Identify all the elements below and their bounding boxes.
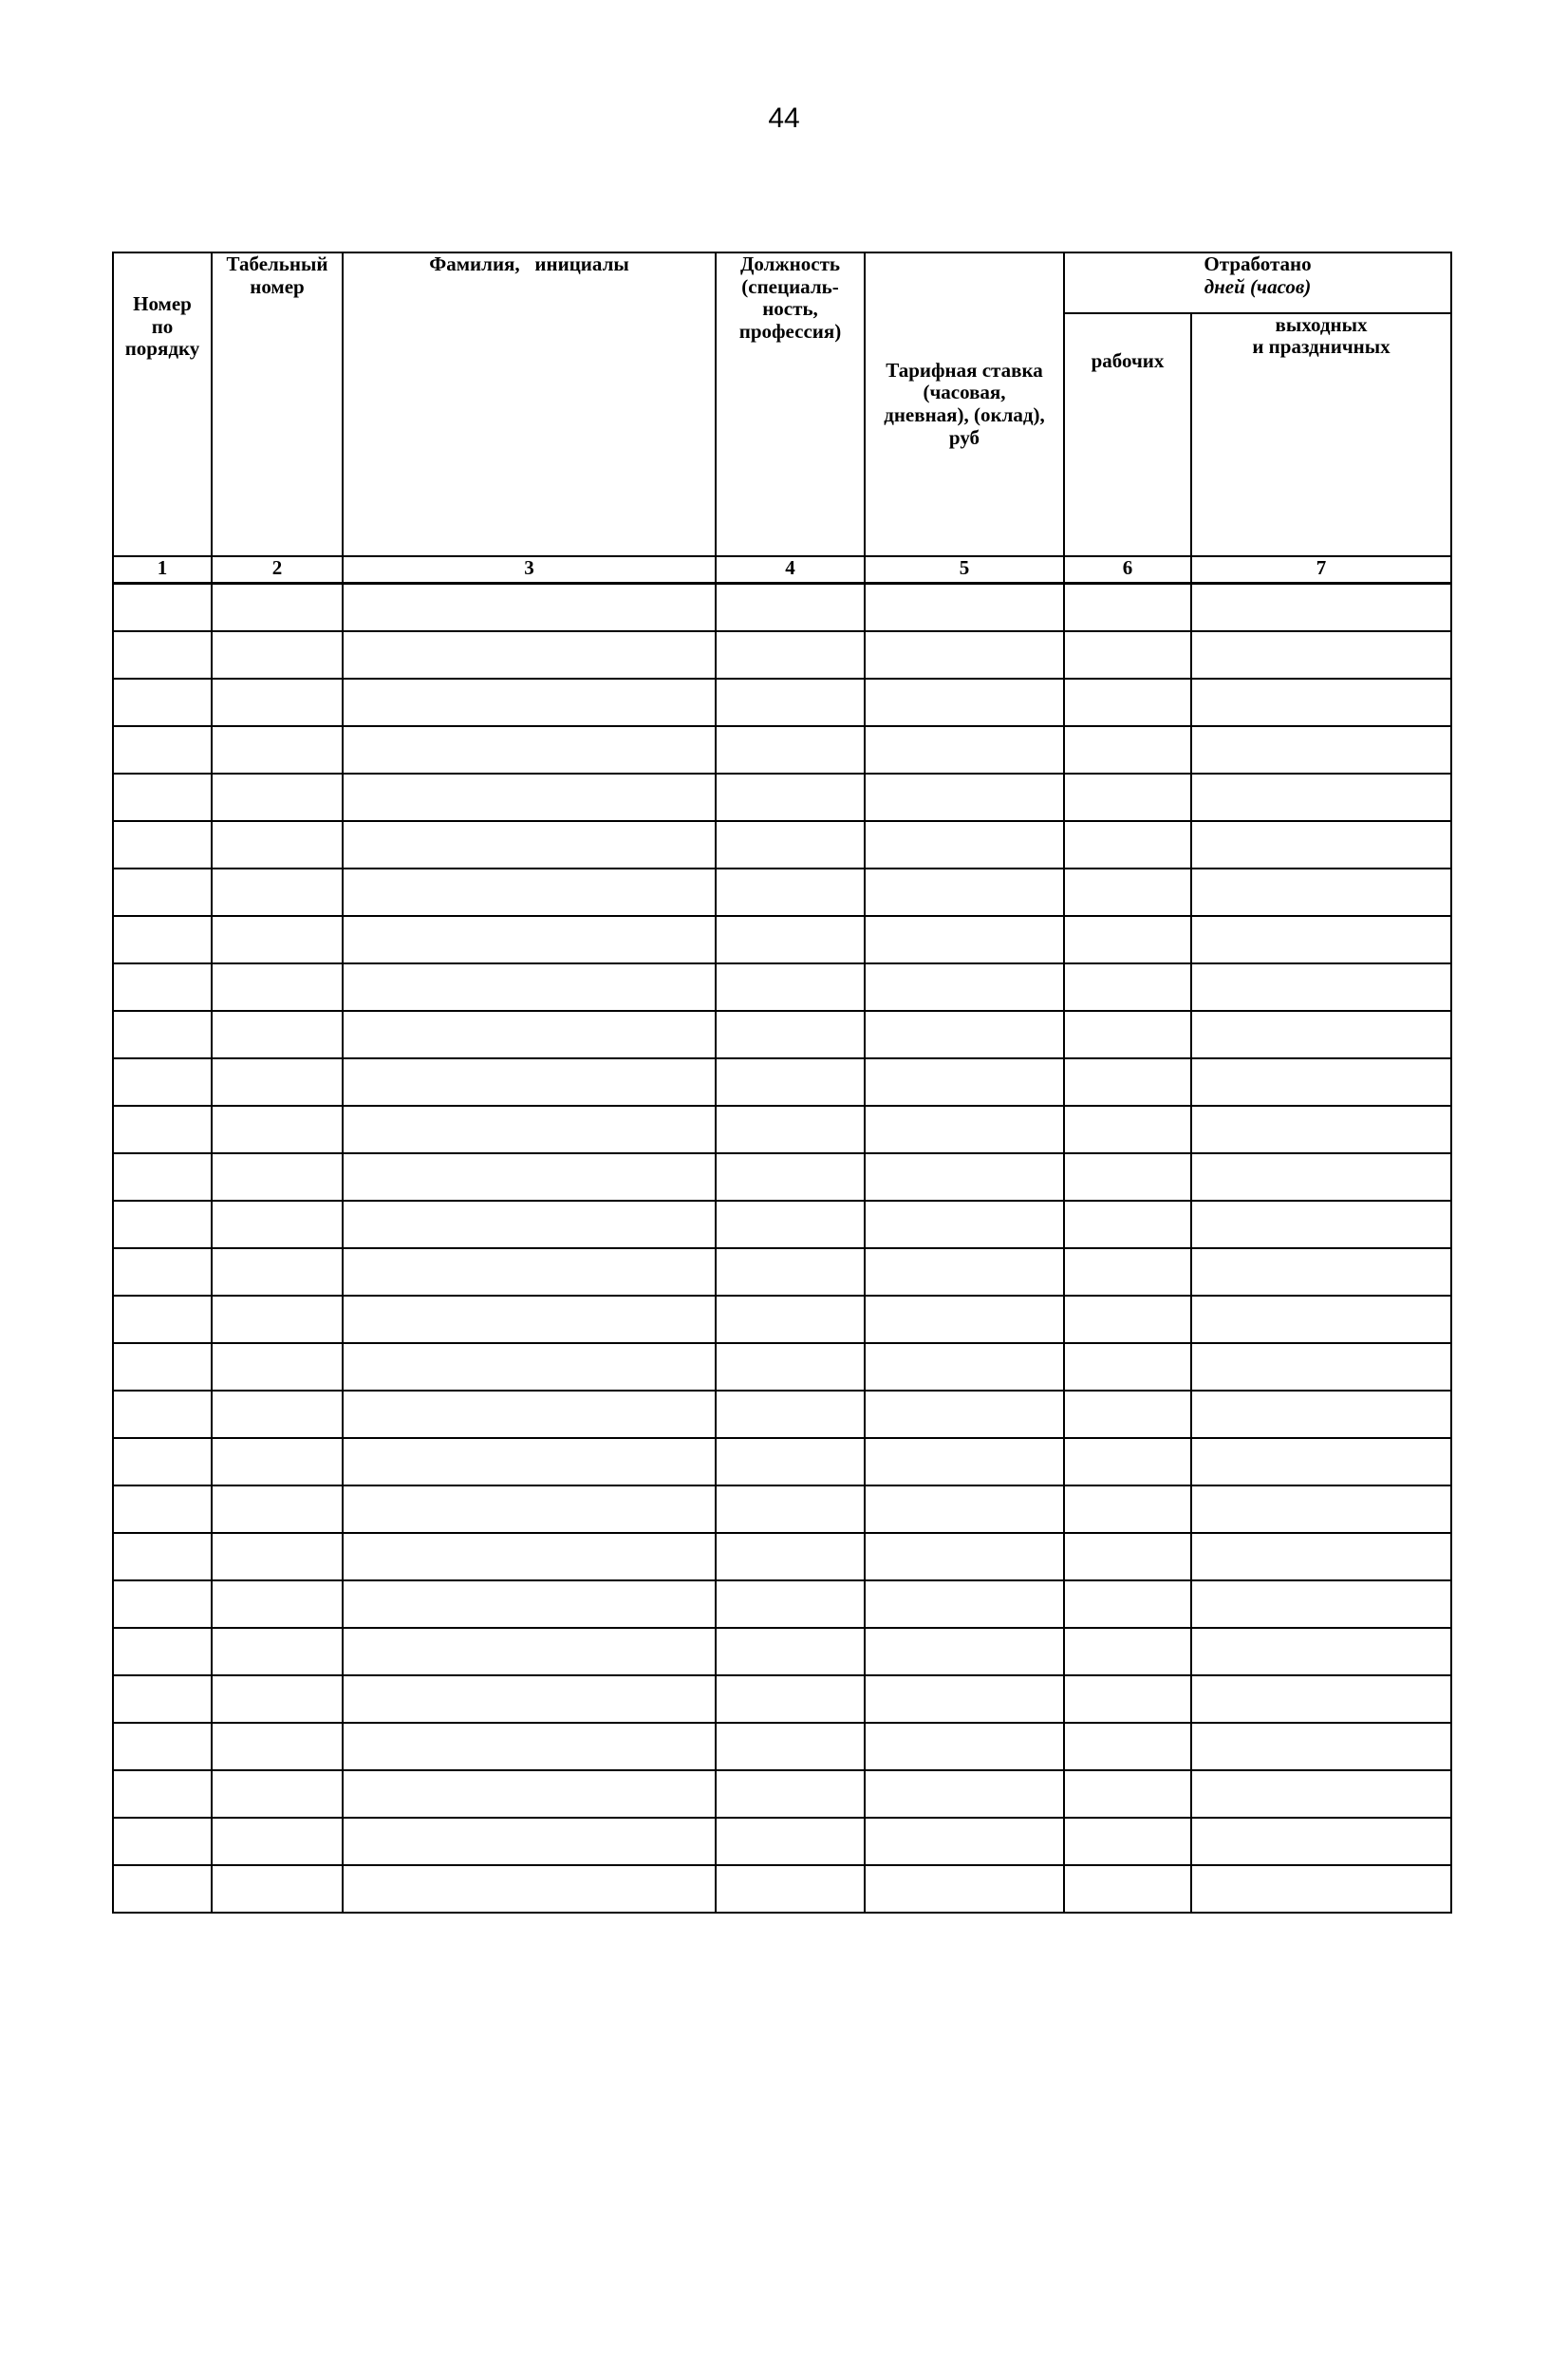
weekends-holidays-cell[interactable] xyxy=(1191,1201,1451,1248)
personnel-number-cell[interactable] xyxy=(212,1058,343,1106)
tariff-rate-cell[interactable] xyxy=(865,1391,1064,1438)
personnel-number-cell[interactable] xyxy=(212,1201,343,1248)
position-cell[interactable] xyxy=(716,1533,865,1580)
table-row xyxy=(113,1391,1451,1438)
weekends-holidays-cell[interactable] xyxy=(1191,1533,1451,1580)
position-cell[interactable] xyxy=(716,1153,865,1201)
position-cell[interactable] xyxy=(716,1248,865,1296)
row-number-cell[interactable] xyxy=(113,821,212,869)
name-cell[interactable] xyxy=(343,1153,716,1201)
tariff-rate-cell[interactable] xyxy=(865,1106,1064,1153)
row-number-cell[interactable] xyxy=(113,1628,212,1675)
personnel-number-cell[interactable] xyxy=(212,1723,343,1770)
table-row xyxy=(113,1675,1451,1723)
personnel-number-cell[interactable] xyxy=(212,1296,343,1343)
workdays-cell[interactable] xyxy=(1064,774,1191,821)
position-cell[interactable] xyxy=(716,1438,865,1485)
workdays-cell[interactable] xyxy=(1064,1628,1191,1675)
tariff-rate-cell[interactable] xyxy=(865,1201,1064,1248)
tariff-rate-cell[interactable] xyxy=(865,1818,1064,1865)
tariff-rate-cell[interactable] xyxy=(865,1580,1064,1628)
position-cell[interactable] xyxy=(716,1818,865,1865)
tariff-rate-cell[interactable] xyxy=(865,1770,1064,1818)
workdays-cell[interactable] xyxy=(1064,963,1191,1011)
row-number-cell[interactable] xyxy=(113,774,212,821)
personnel-number-cell[interactable] xyxy=(212,963,343,1011)
tariff-rate-cell[interactable] xyxy=(865,774,1064,821)
position-cell[interactable] xyxy=(716,916,865,963)
workdays-cell[interactable] xyxy=(1064,1723,1191,1770)
position-cell[interactable] xyxy=(716,1485,865,1533)
weekends-holidays-cell[interactable] xyxy=(1191,679,1451,726)
row-number-cell[interactable] xyxy=(113,1675,212,1723)
workdays-cell[interactable] xyxy=(1064,1533,1191,1580)
row-number-cell[interactable] xyxy=(113,1438,212,1485)
name-cell[interactable] xyxy=(343,774,716,821)
table-row xyxy=(113,1296,1451,1343)
row-number-cell[interactable] xyxy=(113,1580,212,1628)
personnel-number-cell[interactable] xyxy=(212,1533,343,1580)
name-cell[interactable] xyxy=(343,631,716,679)
name-cell[interactable] xyxy=(343,726,716,774)
workdays-cell[interactable] xyxy=(1064,1580,1191,1628)
worked-group-title: Отработано xyxy=(1204,252,1312,275)
table-row xyxy=(113,1343,1451,1391)
workdays-cell[interactable] xyxy=(1064,1865,1191,1913)
table-row xyxy=(113,584,1451,632)
workdays-cell[interactable] xyxy=(1064,1675,1191,1723)
position-cell[interactable] xyxy=(716,1770,865,1818)
position-cell[interactable] xyxy=(716,726,865,774)
tariff-rate-cell[interactable] xyxy=(865,869,1064,916)
personnel-number-cell[interactable] xyxy=(212,916,343,963)
row-number-cell[interactable] xyxy=(113,1391,212,1438)
name-cell[interactable] xyxy=(343,1438,716,1485)
workdays-cell[interactable] xyxy=(1064,1153,1191,1201)
tariff-rate-cell[interactable] xyxy=(865,1153,1064,1201)
personnel-number-cell[interactable] xyxy=(212,1106,343,1153)
header-position: Должность (специаль- ность, профессия) xyxy=(716,252,865,556)
row-number-cell[interactable] xyxy=(113,1106,212,1153)
page-number: 44 xyxy=(768,103,800,134)
weekends-holidays-cell[interactable] xyxy=(1191,1485,1451,1533)
header-tariff-rate: Тарифная ставка (часовая, дневная), (оклад), руб xyxy=(865,252,1064,556)
position-cell[interactable] xyxy=(716,1675,865,1723)
name-cell[interactable] xyxy=(343,1580,716,1628)
tariff-rate-cell[interactable] xyxy=(865,1343,1064,1391)
workdays-cell[interactable] xyxy=(1064,1106,1191,1153)
name-cell[interactable] xyxy=(343,1770,716,1818)
personnel-number-cell[interactable] xyxy=(212,1770,343,1818)
position-cell[interactable] xyxy=(716,1391,865,1438)
workdays-cell[interactable] xyxy=(1064,1770,1191,1818)
column-number: 4 xyxy=(716,556,865,584)
table-row xyxy=(113,1438,1451,1485)
position-cell[interactable] xyxy=(716,774,865,821)
name-cell[interactable] xyxy=(343,1296,716,1343)
name-cell[interactable] xyxy=(343,1485,716,1533)
position-cell[interactable] xyxy=(716,963,865,1011)
tariff-rate-cell[interactable] xyxy=(865,1485,1064,1533)
personnel-number-cell[interactable] xyxy=(212,1628,343,1675)
weekends-holidays-cell[interactable] xyxy=(1191,1153,1451,1201)
column-number: 2 xyxy=(212,556,343,584)
personnel-number-cell[interactable] xyxy=(212,1248,343,1296)
column-number-row xyxy=(113,556,1451,584)
tariff-rate-cell[interactable] xyxy=(865,1533,1064,1580)
row-number-cell[interactable] xyxy=(113,1248,212,1296)
row-number-cell[interactable] xyxy=(113,631,212,679)
position-cell[interactable] xyxy=(716,1628,865,1675)
weekends-holidays-cell[interactable] xyxy=(1191,1723,1451,1770)
column-number: 1 xyxy=(113,556,212,584)
weekends-holidays-cell[interactable] xyxy=(1191,916,1451,963)
table-row xyxy=(113,679,1451,726)
name-cell[interactable] xyxy=(343,1201,716,1248)
tariff-rate-cell[interactable] xyxy=(865,1296,1064,1343)
header-name-initials: Фамилия, инициалы xyxy=(343,252,716,556)
weekends-holidays-cell[interactable] xyxy=(1191,1248,1451,1296)
row-number-cell[interactable] xyxy=(113,1296,212,1343)
name-cell[interactable] xyxy=(343,1106,716,1153)
header-worked-group xyxy=(1064,252,1451,313)
workdays-cell[interactable] xyxy=(1064,584,1191,632)
table-row xyxy=(113,1248,1451,1296)
weekends-holidays-cell[interactable] xyxy=(1191,584,1451,632)
weekends-holidays-cell[interactable] xyxy=(1191,1675,1451,1723)
weekends-holidays-cell[interactable] xyxy=(1191,774,1451,821)
name-cell[interactable] xyxy=(343,916,716,963)
workdays-cell[interactable] xyxy=(1064,1248,1191,1296)
tariff-rate-cell[interactable] xyxy=(865,1438,1064,1485)
tariff-rate-cell[interactable] xyxy=(865,679,1064,726)
workdays-cell[interactable] xyxy=(1064,1485,1191,1533)
personnel-number-cell[interactable] xyxy=(212,774,343,821)
personnel-number-cell[interactable] xyxy=(212,1818,343,1865)
position-cell[interactable] xyxy=(716,1723,865,1770)
table-row xyxy=(113,916,1451,963)
position-cell[interactable] xyxy=(716,1343,865,1391)
tariff-rate-cell[interactable] xyxy=(865,963,1064,1011)
tariff-rate-cell[interactable] xyxy=(865,726,1064,774)
row-number-cell[interactable] xyxy=(113,584,212,632)
row-number-cell[interactable] xyxy=(113,1011,212,1058)
weekends-holidays-cell[interactable] xyxy=(1191,1770,1451,1818)
row-number-cell[interactable] xyxy=(113,869,212,916)
weekends-holidays-cell[interactable] xyxy=(1191,726,1451,774)
position-cell[interactable] xyxy=(716,679,865,726)
weekends-holidays-cell[interactable] xyxy=(1191,631,1451,679)
weekends-holidays-cell[interactable] xyxy=(1191,1106,1451,1153)
name-cell[interactable] xyxy=(343,584,716,632)
table-row xyxy=(113,1011,1451,1058)
row-number-cell[interactable] xyxy=(113,726,212,774)
table-row xyxy=(113,774,1451,821)
table-row xyxy=(113,821,1451,869)
tariff-rate-cell[interactable] xyxy=(865,1628,1064,1675)
row-number-cell[interactable] xyxy=(113,1723,212,1770)
tariff-rate-cell[interactable] xyxy=(865,821,1064,869)
row-number-cell[interactable] xyxy=(113,963,212,1011)
weekends-holidays-cell[interactable] xyxy=(1191,821,1451,869)
tariff-rate-cell[interactable] xyxy=(865,1675,1064,1723)
position-cell[interactable] xyxy=(716,1201,865,1248)
row-number-cell[interactable] xyxy=(113,679,212,726)
table-row xyxy=(113,1058,1451,1106)
row-number-cell[interactable] xyxy=(113,1770,212,1818)
table-row xyxy=(113,1580,1451,1628)
personnel-number-cell[interactable] xyxy=(212,1343,343,1391)
personnel-number-cell[interactable] xyxy=(212,1865,343,1913)
personnel-number-cell[interactable] xyxy=(212,821,343,869)
workdays-cell[interactable] xyxy=(1064,1818,1191,1865)
weekends-holidays-cell[interactable] xyxy=(1191,1391,1451,1438)
personnel-number-cell[interactable] xyxy=(212,1675,343,1723)
name-cell[interactable] xyxy=(343,1058,716,1106)
weekends-holidays-cell[interactable] xyxy=(1191,1628,1451,1675)
weekends-holidays-cell[interactable] xyxy=(1191,963,1451,1011)
personnel-number-cell[interactable] xyxy=(212,1485,343,1533)
weekends-holidays-cell[interactable] xyxy=(1191,1058,1451,1106)
tariff-rate-cell[interactable] xyxy=(865,1058,1064,1106)
position-cell[interactable] xyxy=(716,869,865,916)
weekends-holidays-cell[interactable] xyxy=(1191,1865,1451,1913)
row-number-cell[interactable] xyxy=(113,1865,212,1913)
workdays-cell[interactable] xyxy=(1064,1391,1191,1438)
weekends-holidays-cell[interactable] xyxy=(1191,1296,1451,1343)
table-row xyxy=(113,1865,1451,1913)
workdays-cell[interactable] xyxy=(1064,1201,1191,1248)
position-cell[interactable] xyxy=(716,584,865,632)
header-workdays: рабочих xyxy=(1064,313,1191,556)
personnel-number-cell[interactable] xyxy=(212,869,343,916)
weekends-holidays-cell[interactable] xyxy=(1191,1580,1451,1628)
name-cell[interactable] xyxy=(343,1818,716,1865)
weekends-holidays-cell[interactable] xyxy=(1191,1438,1451,1485)
table-row xyxy=(113,1770,1451,1818)
personnel-number-cell[interactable] xyxy=(212,1153,343,1201)
tariff-rate-cell[interactable] xyxy=(865,1865,1064,1913)
table-row xyxy=(113,1106,1451,1153)
table-row xyxy=(113,1201,1451,1248)
personnel-number-cell[interactable] xyxy=(212,1438,343,1485)
table-row xyxy=(113,963,1451,1011)
position-cell[interactable] xyxy=(716,1865,865,1913)
row-number-cell[interactable] xyxy=(113,1153,212,1201)
row-number-cell[interactable] xyxy=(113,1533,212,1580)
row-number-cell[interactable] xyxy=(113,1343,212,1391)
column-number: 7 xyxy=(1191,556,1451,584)
row-number-cell[interactable] xyxy=(113,1058,212,1106)
weekends-holidays-cell[interactable] xyxy=(1191,1343,1451,1391)
workdays-cell[interactable] xyxy=(1064,1058,1191,1106)
header-personnel-number: Табельный номер xyxy=(212,252,343,556)
row-number-cell[interactable] xyxy=(113,1201,212,1248)
personnel-number-cell[interactable] xyxy=(212,1580,343,1628)
workdays-cell[interactable] xyxy=(1064,679,1191,726)
workdays-cell[interactable] xyxy=(1064,631,1191,679)
name-cell[interactable] xyxy=(343,1533,716,1580)
position-cell[interactable] xyxy=(716,1580,865,1628)
column-number: 6 xyxy=(1064,556,1191,584)
name-cell[interactable] xyxy=(343,679,716,726)
table-row xyxy=(113,631,1451,679)
name-cell[interactable] xyxy=(343,869,716,916)
table-row xyxy=(113,1818,1451,1865)
form-table xyxy=(112,252,1452,1914)
position-cell[interactable] xyxy=(716,1058,865,1106)
name-cell[interactable] xyxy=(343,1343,716,1391)
workdays-cell[interactable] xyxy=(1064,726,1191,774)
name-cell[interactable] xyxy=(343,1248,716,1296)
name-cell[interactable] xyxy=(343,821,716,869)
row-number-cell[interactable] xyxy=(113,1485,212,1533)
weekends-holidays-cell[interactable] xyxy=(1191,1011,1451,1058)
tariff-rate-cell[interactable] xyxy=(865,916,1064,963)
personnel-number-cell[interactable] xyxy=(212,726,343,774)
table-row xyxy=(113,1533,1451,1580)
name-cell[interactable] xyxy=(343,1675,716,1723)
workdays-cell[interactable] xyxy=(1064,869,1191,916)
position-cell[interactable] xyxy=(716,1106,865,1153)
workdays-cell[interactable] xyxy=(1064,1011,1191,1058)
workdays-cell[interactable] xyxy=(1064,1343,1191,1391)
position-cell[interactable] xyxy=(716,1011,865,1058)
name-cell[interactable] xyxy=(343,1723,716,1770)
position-cell[interactable] xyxy=(716,631,865,679)
weekends-holidays-cell[interactable] xyxy=(1191,869,1451,916)
name-cell[interactable] xyxy=(343,1011,716,1058)
name-cell[interactable] xyxy=(343,1391,716,1438)
tariff-rate-cell[interactable] xyxy=(865,1248,1064,1296)
personnel-number-cell[interactable] xyxy=(212,1391,343,1438)
position-cell[interactable] xyxy=(716,821,865,869)
weekends-holidays-cell[interactable] xyxy=(1191,1818,1451,1865)
row-number-cell[interactable] xyxy=(113,1818,212,1865)
tariff-rate-cell[interactable] xyxy=(865,1011,1064,1058)
workdays-cell[interactable] xyxy=(1064,821,1191,869)
column-number: 3 xyxy=(343,556,716,584)
name-cell[interactable] xyxy=(343,963,716,1011)
position-cell[interactable] xyxy=(716,1296,865,1343)
personnel-number-cell[interactable] xyxy=(212,584,343,632)
tariff-rate-cell[interactable] xyxy=(865,631,1064,679)
workdays-cell[interactable] xyxy=(1064,1296,1191,1343)
name-cell[interactable] xyxy=(343,1628,716,1675)
table-row xyxy=(113,869,1451,916)
table-row xyxy=(113,726,1451,774)
table-row xyxy=(113,1628,1451,1675)
personnel-number-cell[interactable] xyxy=(212,679,343,726)
column-number: 5 xyxy=(865,556,1064,584)
personnel-number-cell[interactable] xyxy=(212,1011,343,1058)
name-cell[interactable] xyxy=(343,1865,716,1913)
table-body xyxy=(113,556,1451,1913)
tariff-rate-cell[interactable] xyxy=(865,1723,1064,1770)
workdays-cell[interactable] xyxy=(1064,916,1191,963)
row-number-cell[interactable] xyxy=(113,916,212,963)
workdays-cell[interactable] xyxy=(1064,1438,1191,1485)
header-weekends-holidays: выходных и праздничных xyxy=(1191,313,1451,556)
table-row xyxy=(113,1485,1451,1533)
worked-group-subtitle: дней (часов) xyxy=(1204,274,1312,298)
table-row xyxy=(113,1723,1451,1770)
table-row xyxy=(113,1153,1451,1201)
tariff-rate-cell[interactable] xyxy=(865,584,1064,632)
header-row-number: Номер по порядку xyxy=(113,252,212,556)
personnel-number-cell[interactable] xyxy=(212,631,343,679)
